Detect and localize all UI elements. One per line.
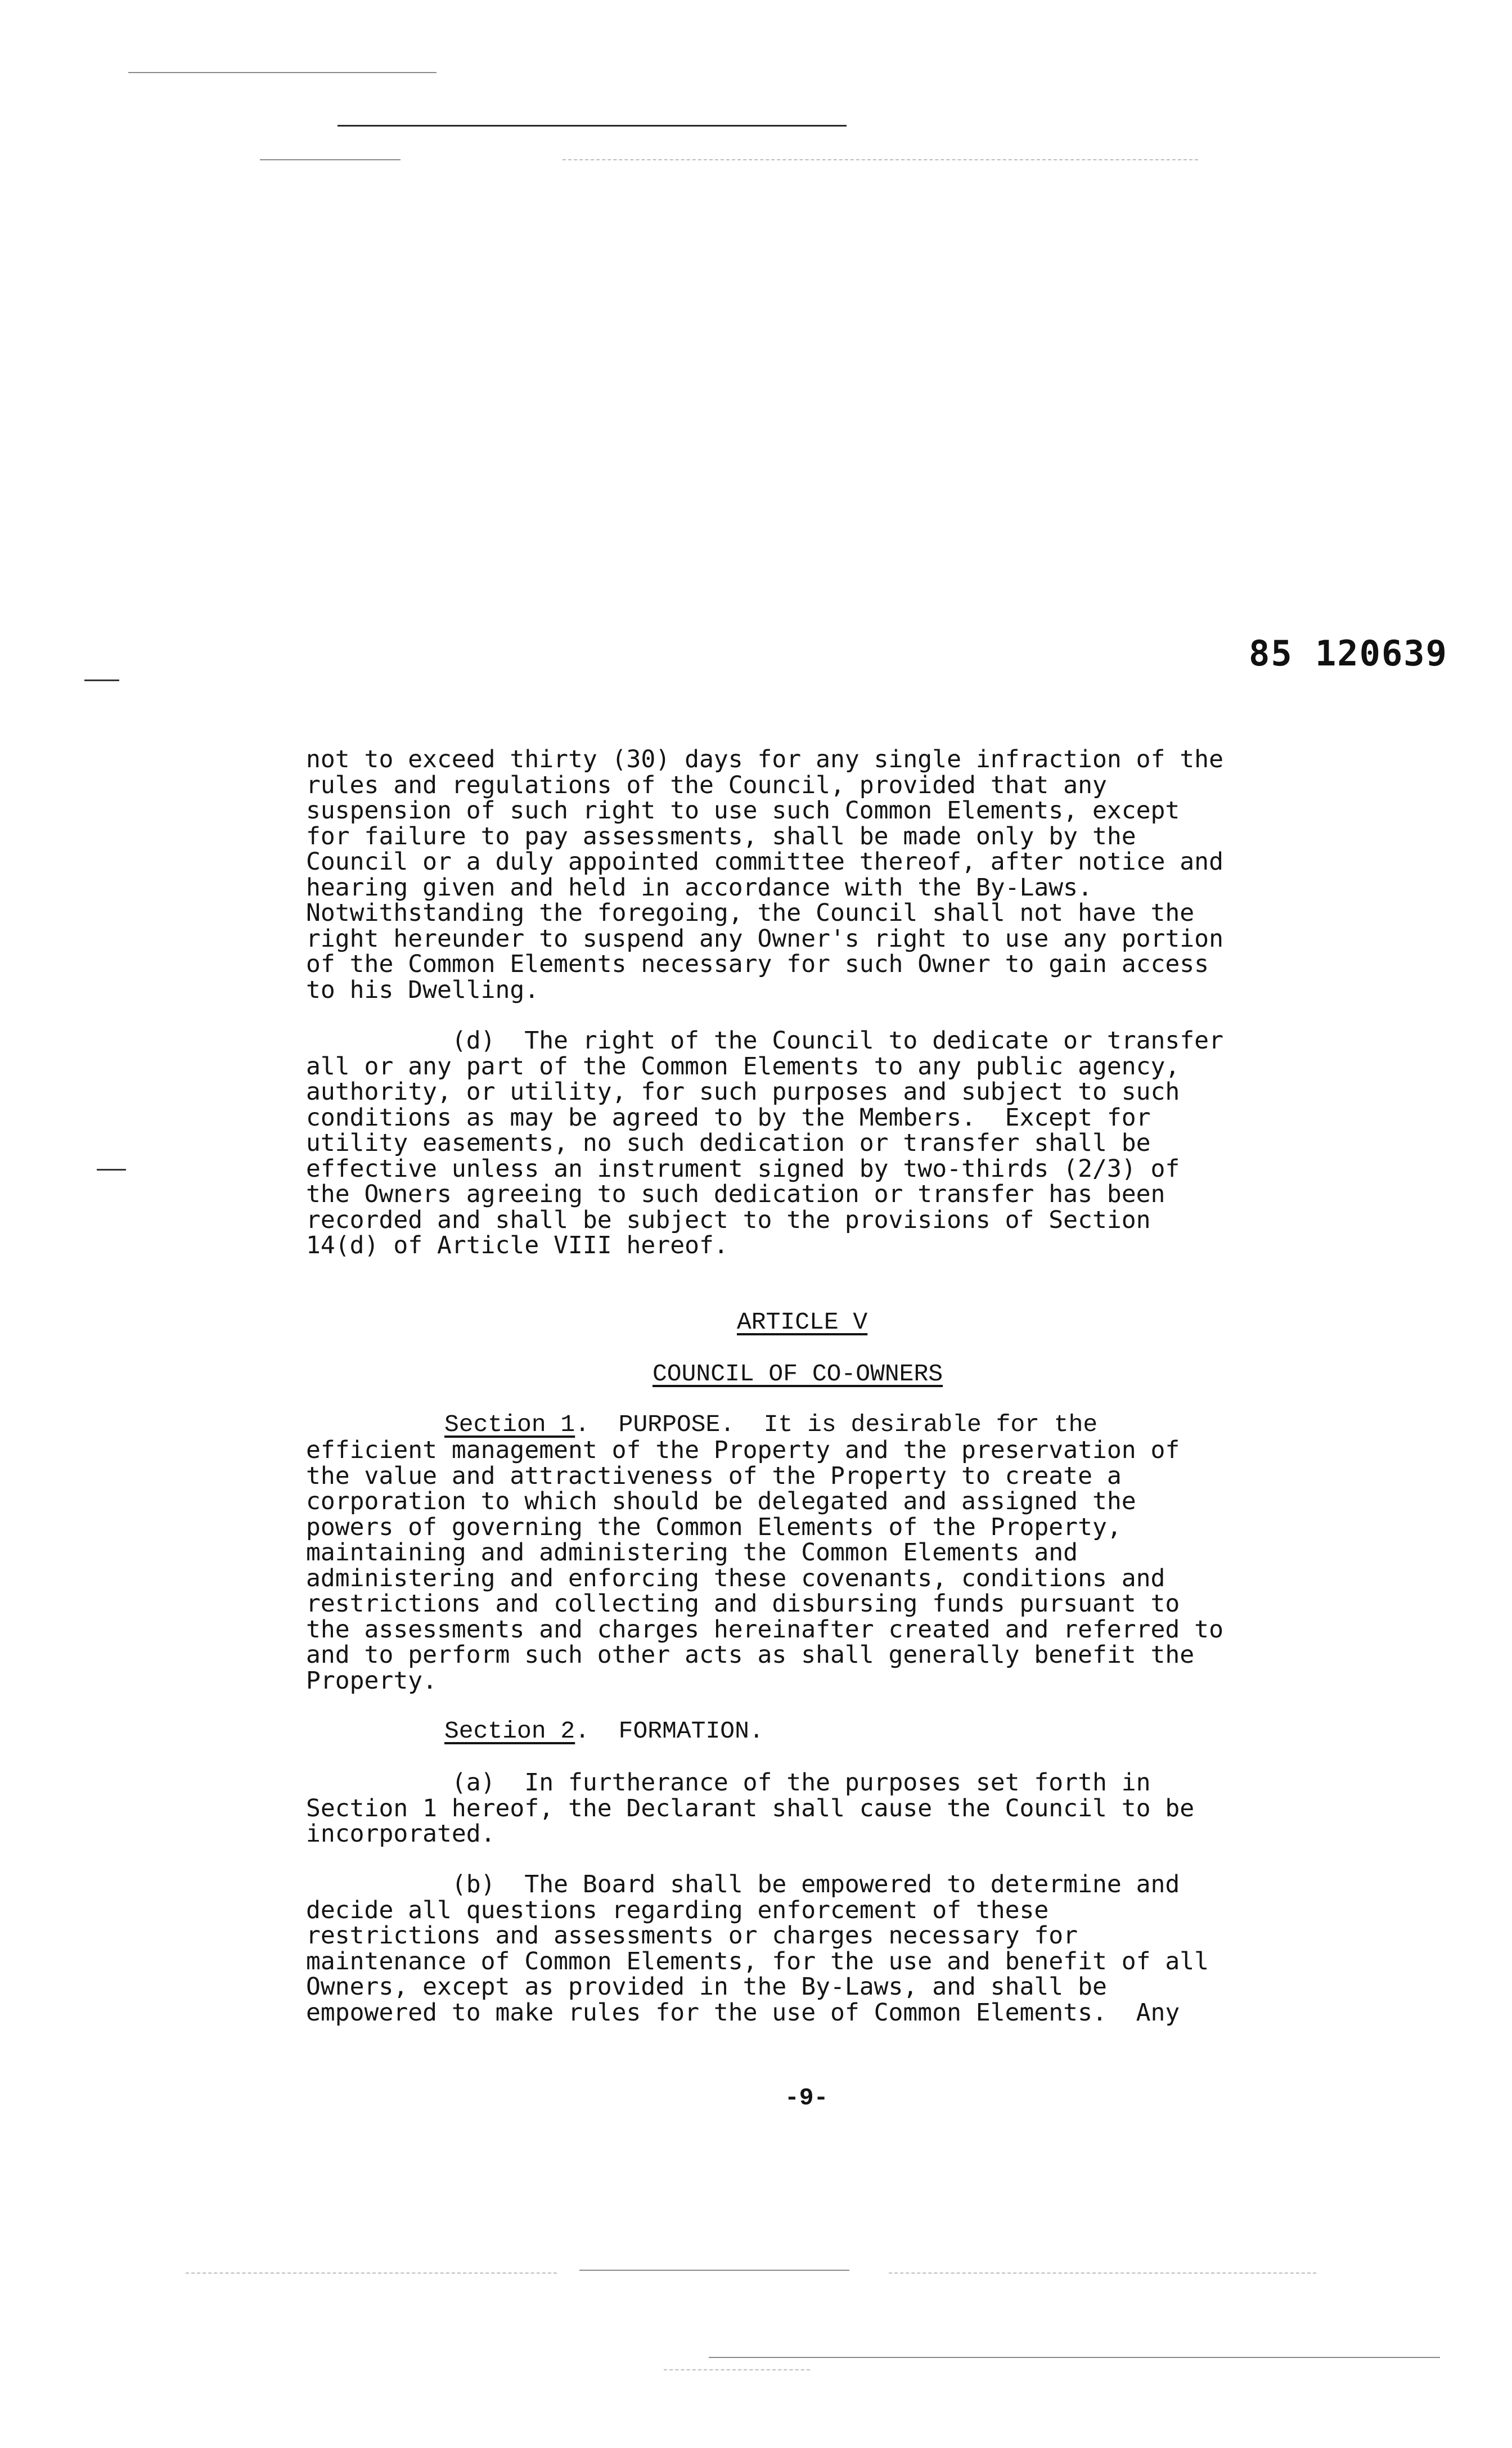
margin-mark xyxy=(84,680,119,681)
paragraph-continuation: not to exceed thirty (30) days for any single infraction of the rules and regulations of the Council, provided that any suspension of such right to use such Common Elements, except for failure to pay assessments, shall be made only by the Council or a duly appointed committee thereof, after notice and hearing given and held in accordance with the By-Laws. Notwithstanding the foregoing, the Council shall not have the right hereunder to suspend any Owner's right to use any portion of the Common Elements necessary for such Owner to gain access to his Dwelling. xyxy=(306,745,1223,1004)
scan-artifact-line xyxy=(186,2272,557,2274)
scan-artifact-line xyxy=(709,2357,1440,2358)
section-1-label: Section 1 xyxy=(444,1411,575,1438)
scan-artifact-line xyxy=(260,159,400,160)
page-number: -9- xyxy=(785,2084,829,2112)
scan-artifact-line xyxy=(579,2270,849,2271)
recording-number: 85 120639 xyxy=(1249,633,1448,674)
section-1-body: efficient management of the Property and the preservation of the value and attractiveness of the Property to create a corporation to which should be delegated and assigned the powers of governing the Common Elements of the Property, maintaining and administering the Common Elements and administering and enforcing these covenants, conditions and restrictions and collecting and disbursing funds pursuant to the assessments and charges hereinafter created and referred to and to perform such other acts as shall generally benefit the Property. xyxy=(306,1436,1223,1695)
paragraph-b: (b) The Board shall be empowered to determine and decide all questions regarding enforcement of these restrictions and assessments or charges necessary for maintenance of Common Elements, for the use and benefit of all Owners, except as provided in the By-Laws, and shall be empowered to make rules for the use of Common Elements. Any xyxy=(306,1870,1209,2027)
article-subtitle: COUNCIL OF CO-OWNERS xyxy=(652,1360,943,1388)
scan-artifact-line xyxy=(128,72,436,73)
section-1-heading xyxy=(444,1412,1097,1438)
scan-artifact-line xyxy=(664,2369,810,2370)
section-2-heading xyxy=(444,1718,764,1744)
margin-mark xyxy=(97,1169,126,1171)
paragraph-a: (a) In furtherance of the purposes set forth in Section 1 hereof, the Declarant shall cause the Council to be incorporated. xyxy=(306,1768,1195,1848)
scan-artifact-line xyxy=(338,125,847,127)
article-title: ARTICLE V xyxy=(737,1308,868,1336)
scan-artifact-line xyxy=(889,2272,1316,2274)
scan-artifact-line xyxy=(562,159,1198,160)
section-2-heading-text: . FORMATION. xyxy=(575,1717,764,1745)
paragraph-d: (d) The right of the Council to dedicate or transfer all or any part of the Common Elements to any public agency, authority, or utility, for such purposes and subject to such conditions as may be agreed to by the Members. Except for utility easements, no such dedication or transfer shall be effective unless an instrument signed by two-thirds (2/3) of the Owners agreeing to such dedication or transfer has been recorded and shall be subject to the provisions of Section 14(d) of Article VIII hereof. xyxy=(306,1027,1223,1259)
section-1-heading-text: . PURPOSE. It is desirable for the xyxy=(575,1411,1098,1438)
section-2-label: Section 2 xyxy=(444,1717,575,1745)
